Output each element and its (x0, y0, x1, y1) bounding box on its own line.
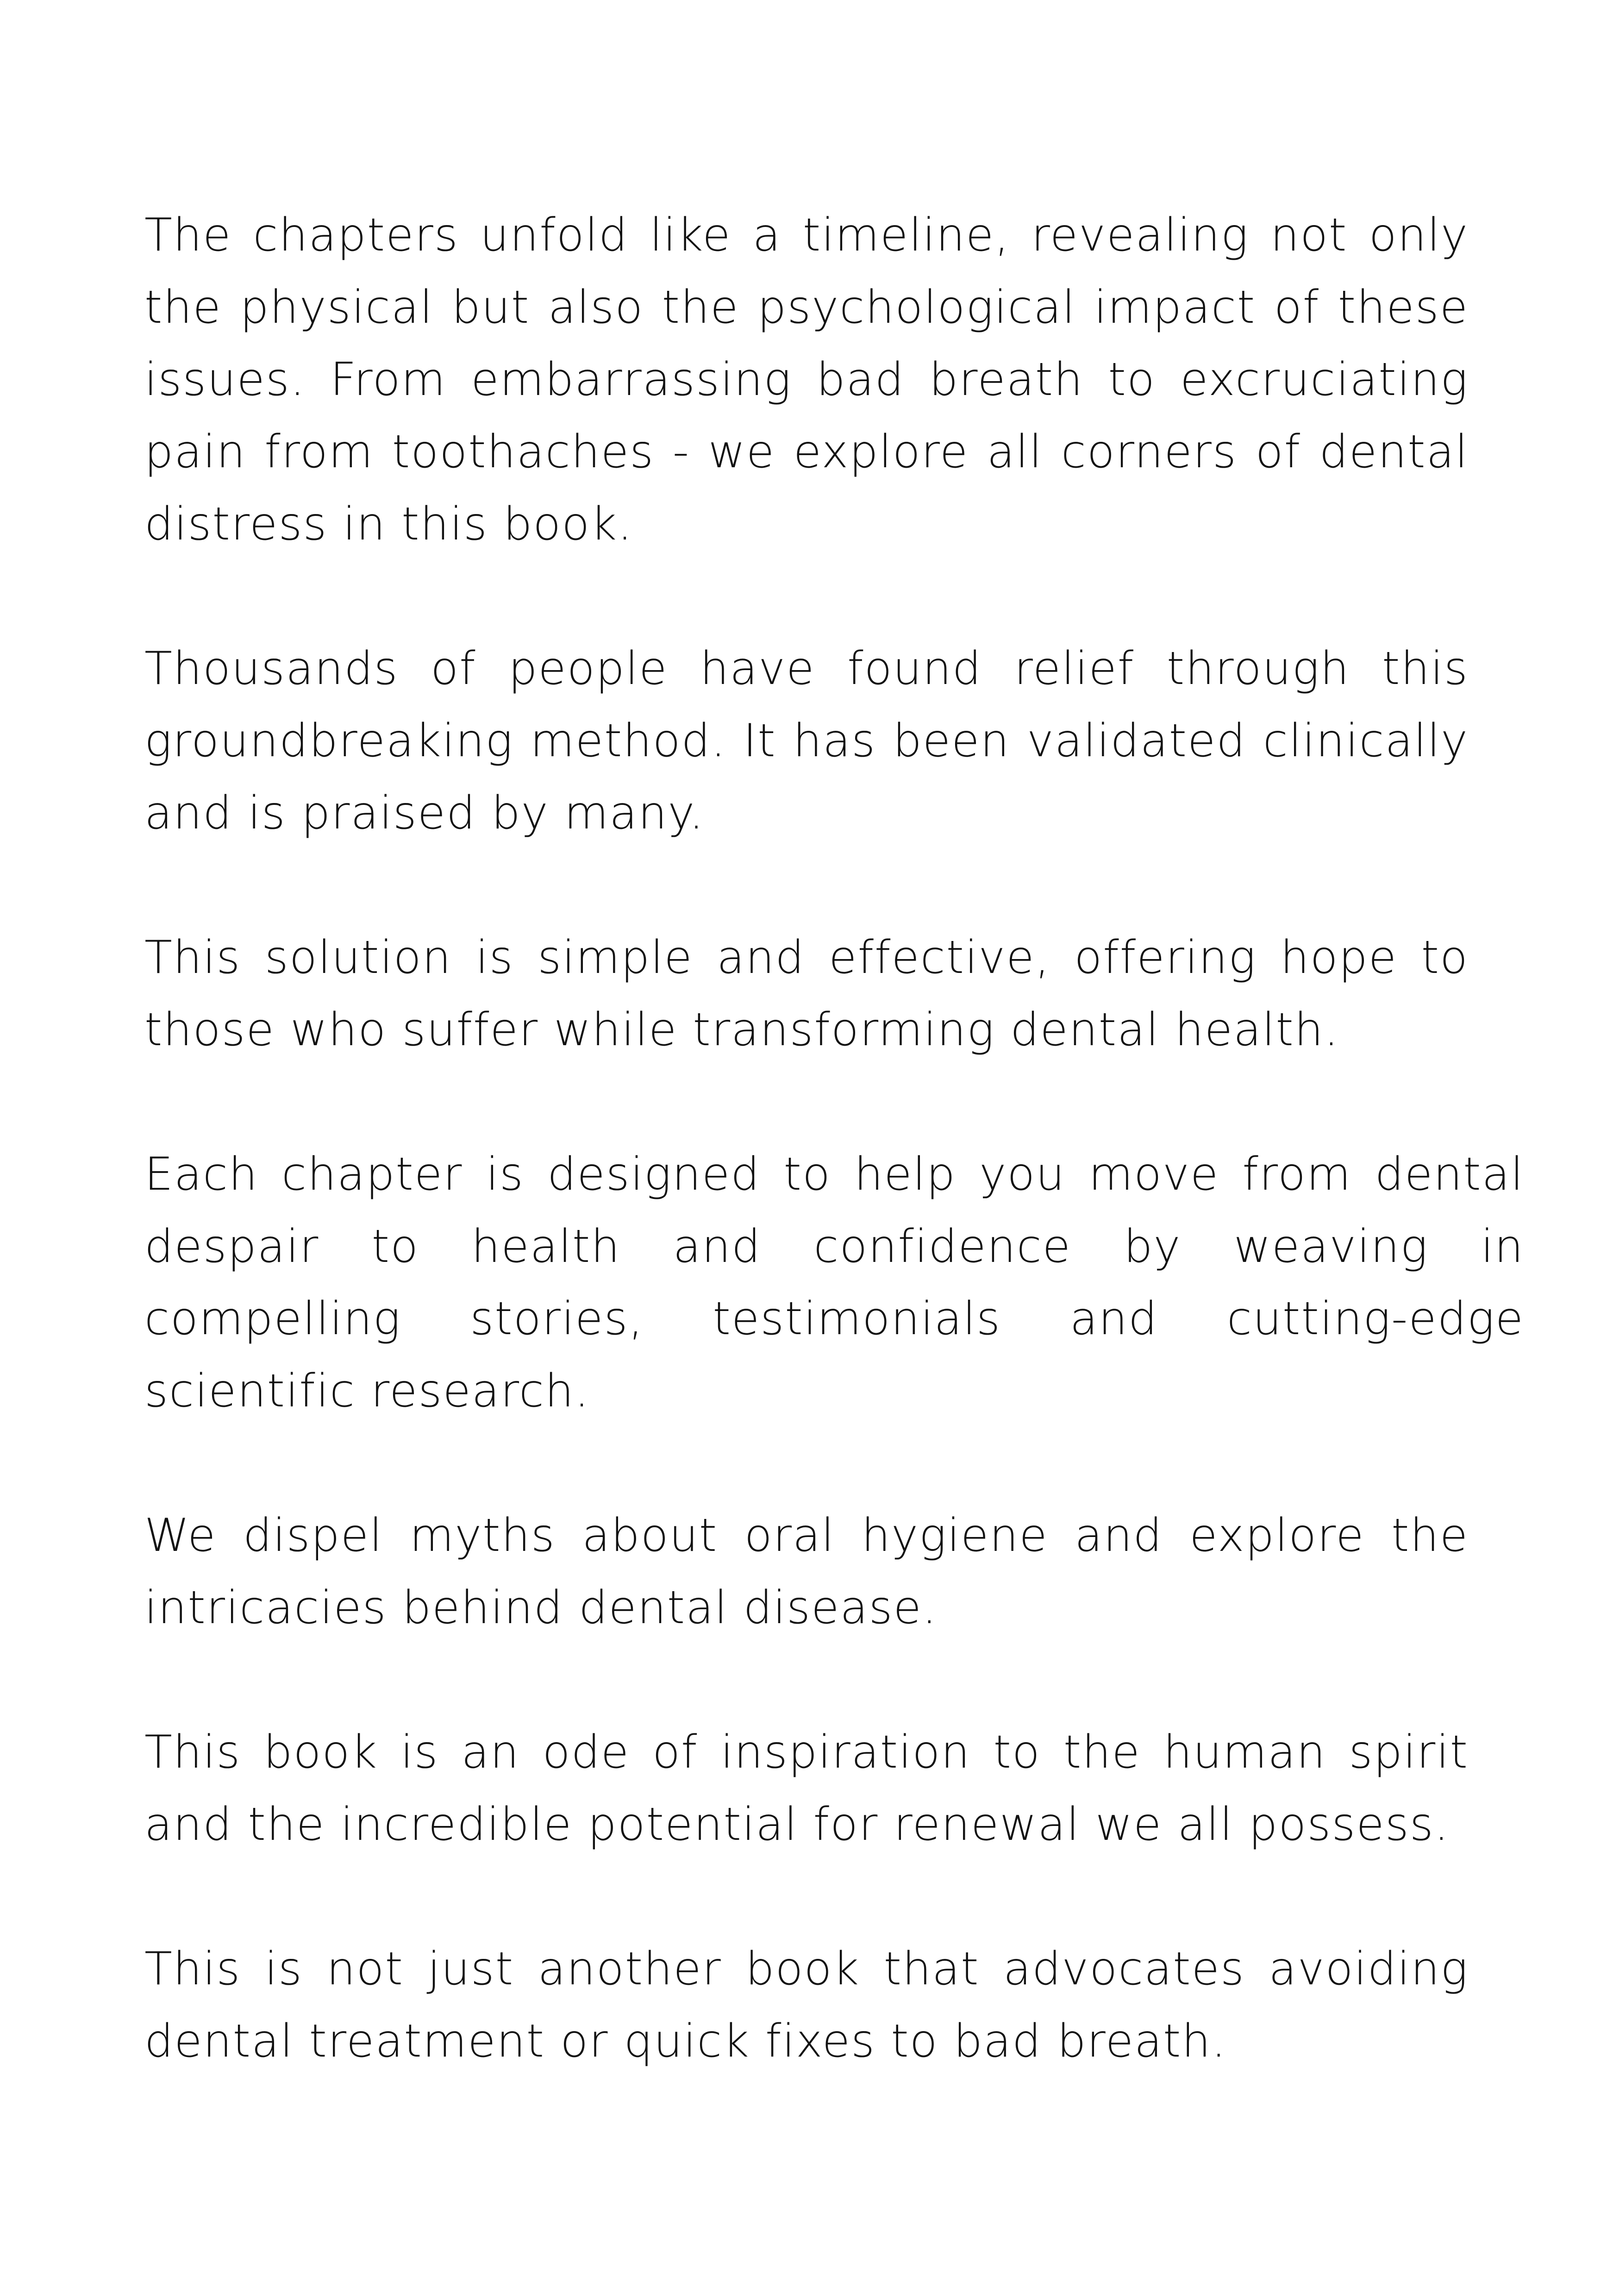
paragraph-4: Each chapter is designed to help you move from dental despair to health and confidence by weaving in compelling stories, testimonials and cutting-edge scientific research. (144, 1148, 1524, 1418)
paragraph-6: This book is an ode of inspiration to the human spirit and the incredible potential for renewal we all possess. (144, 1726, 1469, 1851)
document-body (144, 199, 1524, 2150)
paragraph-2: Thousands of people have found relief through this groundbreaking method. It has been validated clinically and is praised by many. (144, 642, 1469, 840)
paragraph-5: We dispel myths about oral hygiene and explore the intricacies behind dental disease. (144, 1509, 1469, 1634)
paragraph-7: This is not just another book that advocates avoiding dental treatment or quick fixes to bad breath. (144, 1943, 1469, 2068)
paragraph-3: This solution is simple and effective, offering hope to those who suffer while transforming dental health. (144, 931, 1469, 1056)
paragraph-1: The chapters unfold like a timeline, revealing not only the physical but also the psychological impact of these issues. From embarrassing bad breath to excruciating pain from toothaches - we explore all corners of dental distress in this book. (144, 209, 1469, 551)
